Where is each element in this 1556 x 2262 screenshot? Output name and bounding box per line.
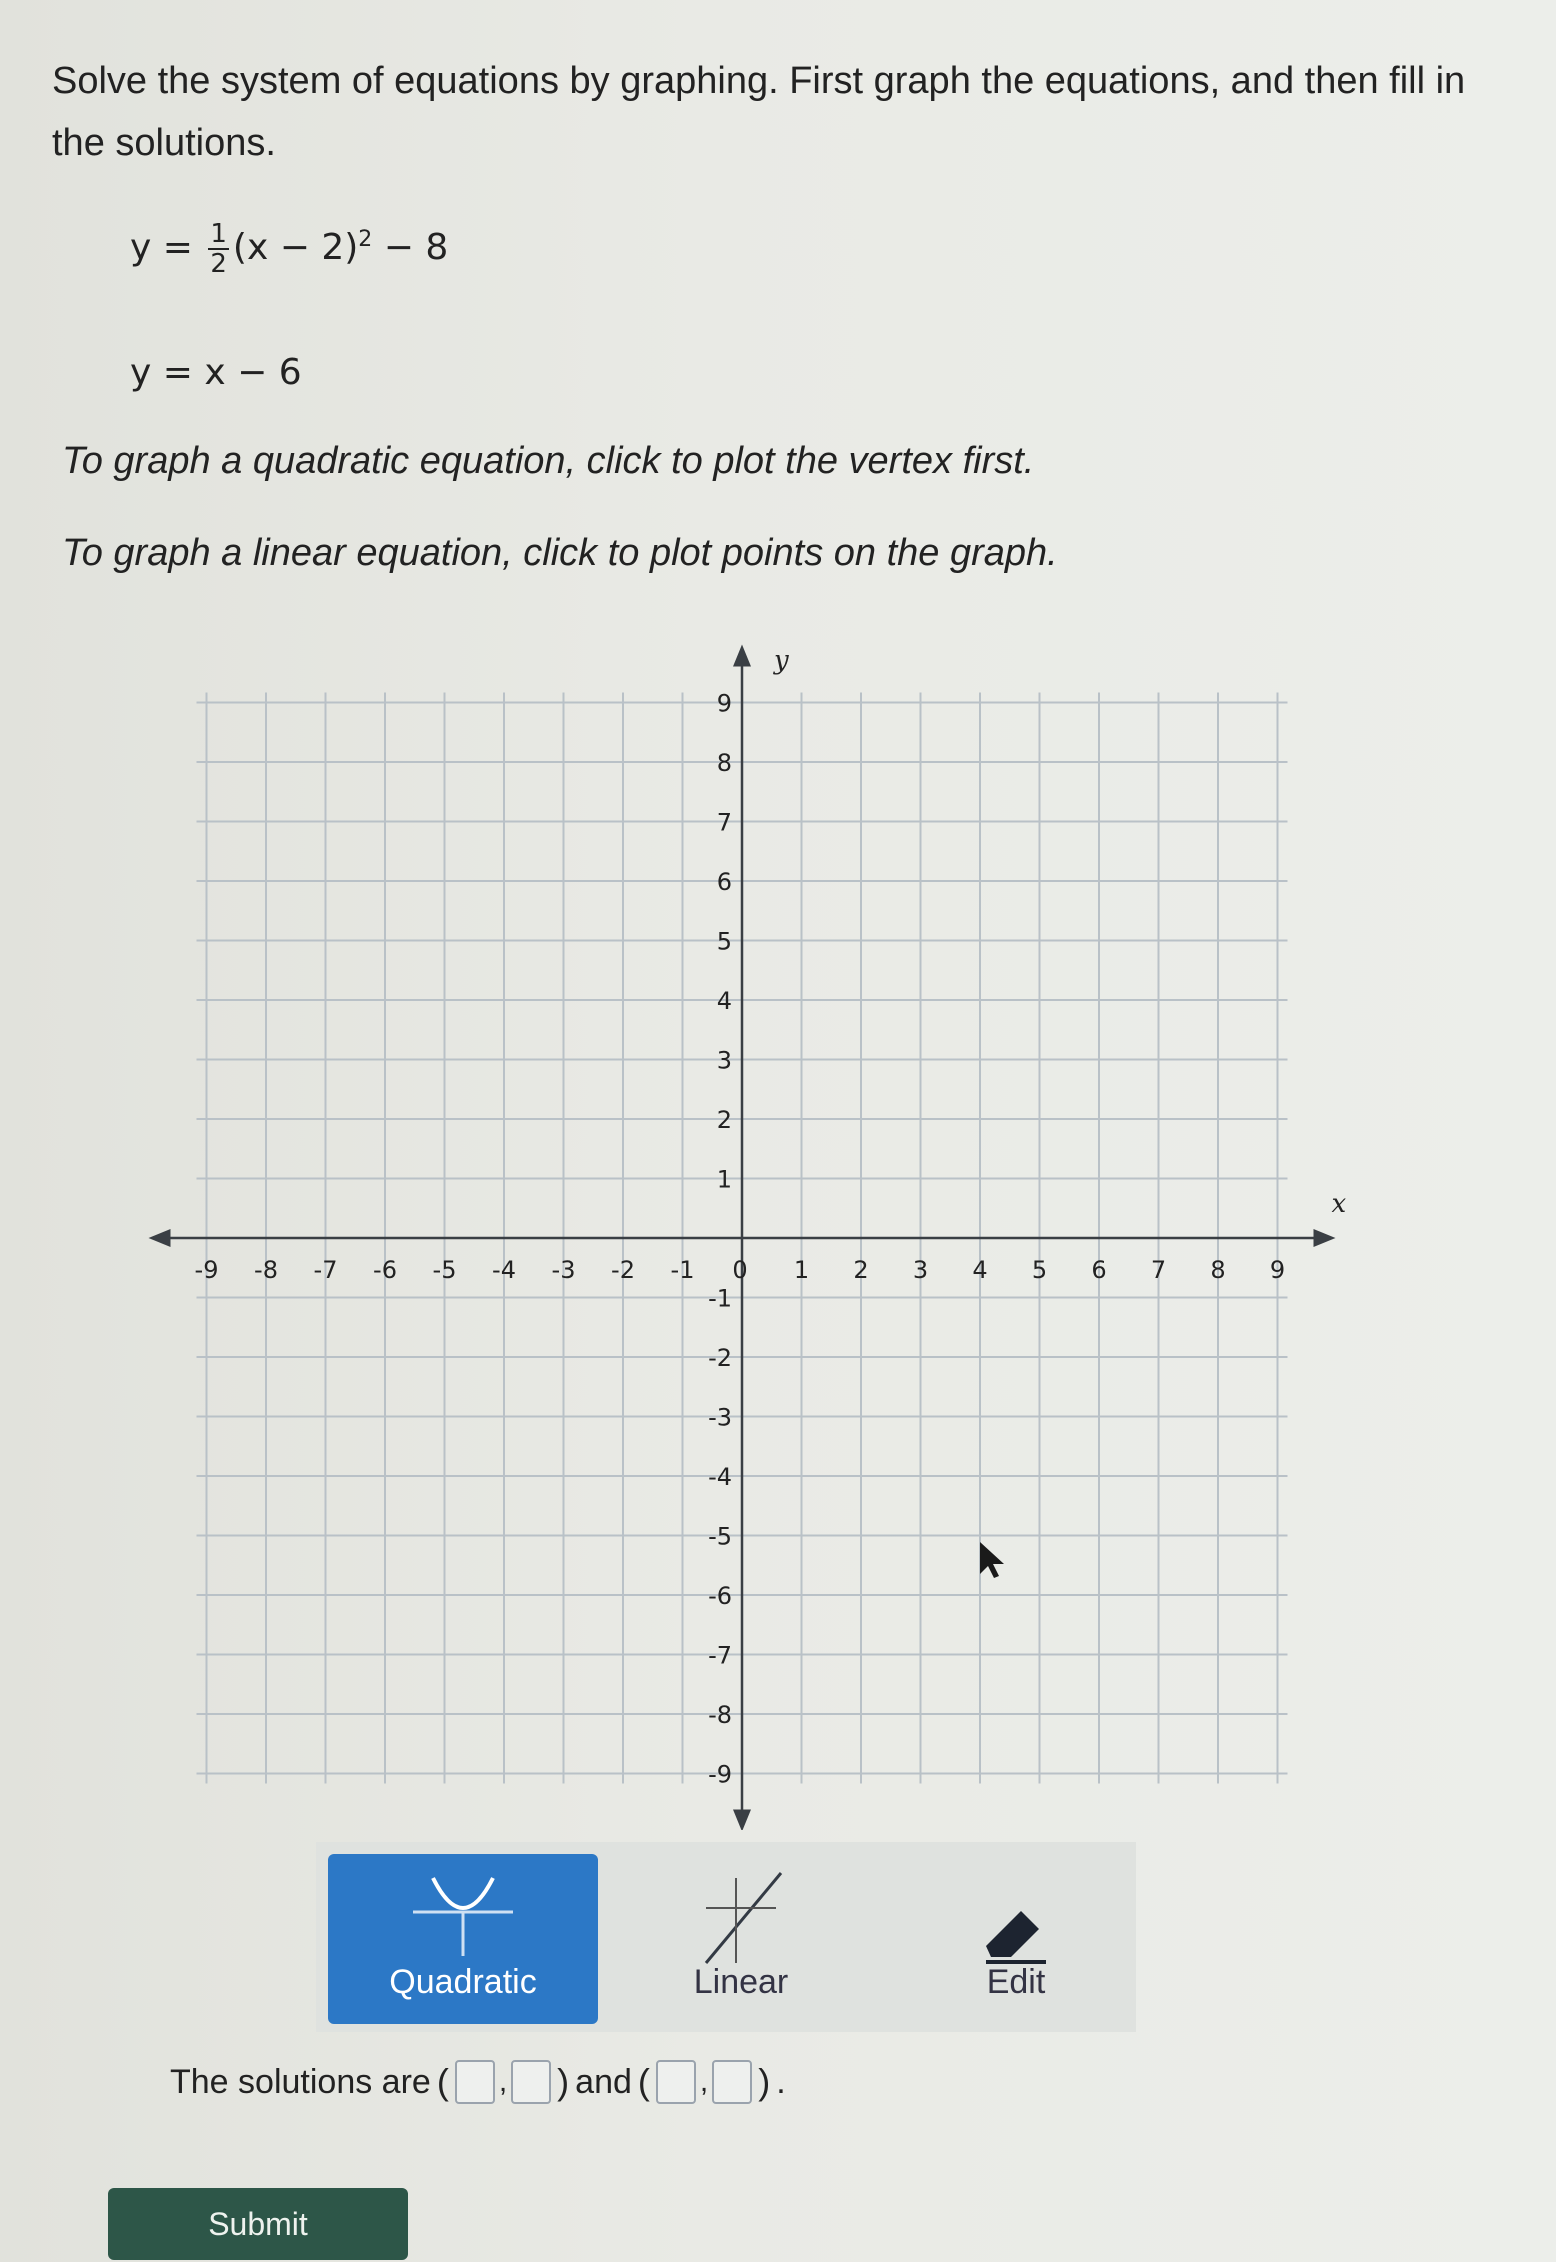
y-tick-label: 7 xyxy=(716,808,732,837)
close-paren: ) xyxy=(758,2061,771,2102)
y-axis-down-arrow xyxy=(733,1810,751,1831)
origin-label: 0 xyxy=(732,1256,748,1284)
y-tick-label: -4 xyxy=(708,1463,732,1491)
y-tick-label: 2 xyxy=(716,1106,732,1134)
eq1-body: (x − 2) xyxy=(232,227,359,268)
y-tick-label: -2 xyxy=(708,1344,732,1372)
x-axis-left-arrow xyxy=(149,1229,171,1247)
x-tick-label: 8 xyxy=(1210,1256,1226,1284)
x-tick-label: -7 xyxy=(313,1256,338,1284)
eq1-fraction xyxy=(208,220,229,278)
x-tick-label: 2 xyxy=(853,1256,869,1284)
y-tick-label: 4 xyxy=(716,987,732,1015)
x-tick-label: 4 xyxy=(972,1256,988,1284)
x-tick-label: -8 xyxy=(254,1256,278,1284)
quadratic-tool-label: Quadratic xyxy=(389,1963,537,2001)
parabola-icon xyxy=(408,1868,518,1958)
y-tick-label: 1 xyxy=(716,1165,732,1194)
eq1-frac-den: 2 xyxy=(210,249,227,279)
y-tick-label: -3 xyxy=(708,1403,732,1432)
solution2-y-input[interactable] xyxy=(712,2060,752,2104)
y-tick-label: 5 xyxy=(716,927,732,956)
solution1-x-input[interactable] xyxy=(455,2060,495,2104)
x-tick-label: -5 xyxy=(432,1256,457,1284)
x-axis-right-arrow xyxy=(1314,1229,1336,1247)
linear-tool-label: Linear xyxy=(693,1963,789,2001)
y-tick-label: -8 xyxy=(708,1701,732,1729)
solution-prefix: The solutions are xyxy=(170,2062,431,2101)
x-axis-label: x xyxy=(1331,1189,1347,1219)
y-tick-label: -9 xyxy=(708,1760,732,1789)
y-tick-label: 6 xyxy=(716,868,732,896)
eq1-tail: − 8 xyxy=(372,227,449,268)
quadratic-tool-button[interactable] xyxy=(328,1854,598,2024)
close-paren: ) xyxy=(557,2061,570,2102)
eq1-frac-num: 1 xyxy=(210,219,227,249)
x-tick-label: 3 xyxy=(912,1256,929,1284)
y-tick-label: 3 xyxy=(716,1046,732,1075)
y-tick-label: 9 xyxy=(716,689,732,718)
y-tick-label: -6 xyxy=(708,1582,732,1610)
solution-row xyxy=(170,2060,786,2104)
x-tick-label: -9 xyxy=(194,1256,219,1284)
y-tick-label: -5 xyxy=(708,1522,732,1551)
solution1-y-input[interactable] xyxy=(511,2060,551,2104)
x-tick-label: 9 xyxy=(1269,1256,1286,1284)
eq1-lhs: y = xyxy=(130,227,193,268)
x-tick-label: -3 xyxy=(551,1256,576,1284)
x-tick-label: 6 xyxy=(1091,1256,1107,1284)
edit-tool-button[interactable] xyxy=(881,1854,1151,2024)
coordinate-plane[interactable] xyxy=(130,620,1390,1830)
eraser-icon xyxy=(971,1884,1061,1974)
y-tick-label: -7 xyxy=(708,1641,732,1670)
solution-and: and xyxy=(575,2062,632,2101)
instruction-quadratic: To graph a quadratic equation, click to plot the vertex first. xyxy=(62,440,1035,482)
y-tick-label: -1 xyxy=(708,1284,732,1313)
x-tick-label: 7 xyxy=(1150,1256,1167,1284)
x-tick-label: -1 xyxy=(670,1256,695,1284)
linear-tool-button[interactable] xyxy=(606,1854,876,2024)
equation-quadratic xyxy=(130,220,448,278)
x-tick-label: -6 xyxy=(373,1256,397,1284)
x-tick-label: 5 xyxy=(1031,1256,1048,1284)
y-tick-label: 8 xyxy=(716,749,732,777)
line-icon xyxy=(686,1868,796,1968)
solution-period: . xyxy=(776,2062,786,2101)
graph-toolbar xyxy=(316,1842,1136,2032)
y-axis-label: y xyxy=(774,645,789,676)
comma: , xyxy=(699,2065,709,2098)
solution2-x-input[interactable] xyxy=(656,2060,696,2104)
x-tick-label: 1 xyxy=(793,1256,810,1284)
x-tick-label: -4 xyxy=(492,1256,516,1284)
instruction-linear: To graph a linear equation, click to plot points on the graph. xyxy=(62,532,1058,574)
submit-button[interactable]: Submit xyxy=(108,2188,408,2260)
mouse-cursor-icon xyxy=(978,1540,1008,1580)
equation-linear: y = x − 6 xyxy=(130,352,302,393)
graph-area[interactable] xyxy=(130,620,1390,1830)
y-axis-up-arrow xyxy=(733,645,751,667)
x-tick-label: -2 xyxy=(611,1256,635,1284)
eq1-exponent: 2 xyxy=(358,227,373,252)
comma: , xyxy=(498,2065,508,2098)
open-paren: ( xyxy=(436,2061,449,2102)
open-paren: ( xyxy=(637,2061,650,2102)
edit-tool-label: Edit xyxy=(986,1963,1046,2001)
problem-prompt: Solve the system of equations by graphing. First graph the equations, and then fill in the solutions. xyxy=(52,60,1466,164)
